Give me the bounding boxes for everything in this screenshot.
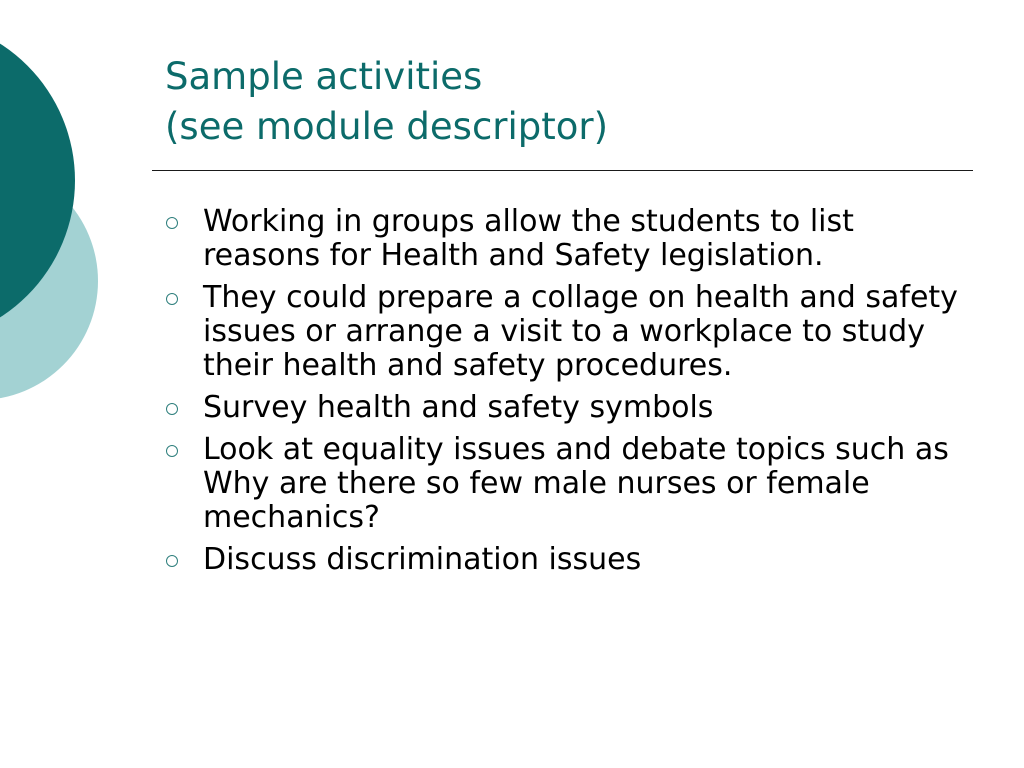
hollow-circle-bullet-icon — [162, 443, 180, 461]
slide-title-line-2: (see module descriptor) — [165, 105, 609, 148]
hollow-circle-bullet-icon — [162, 401, 180, 419]
bullet-text: Discuss discrimination issues — [203, 542, 642, 577]
bullet-item — [162, 391, 972, 425]
bullet-text: They could prepare a collage on health and safety issues or arrange a visit to a workplace to study their health and safety procedures. — [203, 280, 958, 383]
bullet-text: Working in groups allow the students to list reasons for Health and Safety legislation. — [203, 204, 854, 273]
bullet-item — [162, 205, 972, 273]
bullet-item — [162, 543, 972, 577]
bullet-text: Survey health and safety symbols — [203, 390, 714, 425]
title-divider — [152, 170, 973, 171]
hollow-circle-bullet-icon — [162, 553, 180, 571]
slide-title-line-1: Sample activities — [165, 55, 483, 98]
bullet-text: Look at equality issues and debate topics such as Why are there so few male nurses or female mechanics? — [203, 432, 949, 535]
slide-title — [165, 52, 608, 152]
hollow-circle-bullet-icon — [162, 291, 180, 309]
hollow-circle-bullet-icon — [162, 215, 180, 233]
bullet-item — [162, 433, 972, 535]
bullet-list — [162, 205, 972, 585]
bullet-item — [162, 281, 972, 383]
